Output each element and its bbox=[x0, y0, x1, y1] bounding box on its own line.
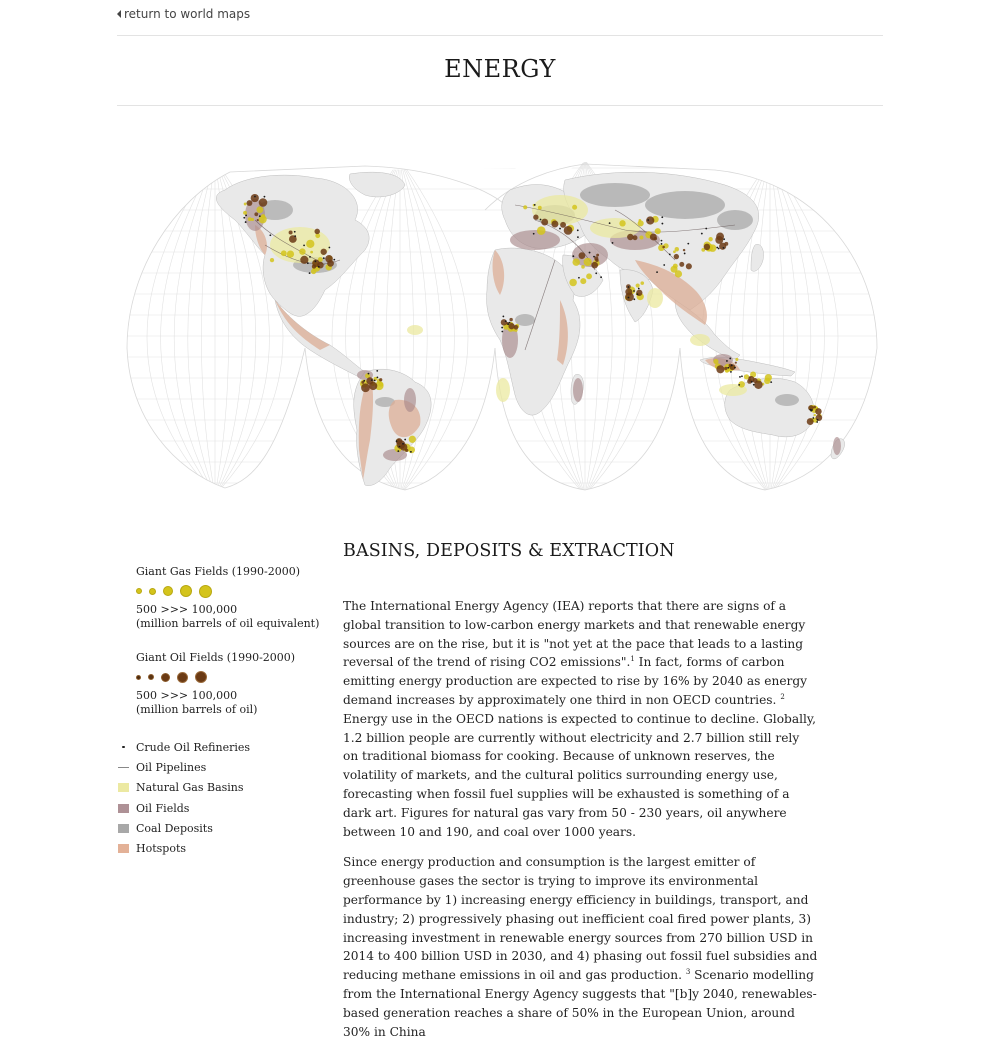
refinery-marker bbox=[259, 215, 261, 217]
refinery-marker bbox=[533, 233, 535, 235]
refinery-marker bbox=[294, 235, 296, 237]
legend-item-oil-pipelines bbox=[118, 757, 328, 777]
refinery-marker bbox=[638, 288, 640, 290]
oil-field-marker bbox=[508, 323, 514, 329]
gas-field-marker bbox=[523, 205, 527, 209]
oil-field-marker bbox=[686, 263, 692, 269]
hotspot-swatch-icon bbox=[118, 844, 129, 853]
gas-field-marker bbox=[256, 206, 263, 213]
legend-item-hotspots bbox=[118, 838, 328, 858]
refinery-marker bbox=[612, 242, 614, 244]
refinery-dot-icon bbox=[118, 746, 129, 749]
oil-field-marker bbox=[716, 365, 724, 373]
refinery-marker bbox=[753, 384, 755, 386]
refinery-marker bbox=[595, 272, 597, 274]
refinery-marker bbox=[727, 367, 729, 369]
oil-field-size-2 bbox=[148, 674, 154, 680]
oil-field-marker bbox=[361, 383, 370, 392]
paragraph-text: Scenario modelling from the International Energy Agency suggests that "[b]y 2040, renewables-based generation reaches a share of 50% in the European Union, around 30% in China bbox=[343, 968, 817, 1039]
oil-field-marker bbox=[560, 222, 566, 228]
oil-field-marker bbox=[366, 377, 373, 384]
refinery-marker bbox=[396, 440, 398, 442]
refinery-marker bbox=[661, 240, 663, 242]
oil-field-marker bbox=[533, 215, 538, 220]
oil-field-marker bbox=[704, 244, 710, 250]
oil-field-marker bbox=[683, 249, 685, 251]
gas-field-marker bbox=[311, 269, 316, 274]
refinery-marker bbox=[577, 229, 579, 231]
oil-field-marker bbox=[625, 292, 634, 301]
gas-field-marker bbox=[251, 218, 254, 221]
gas-field-marker bbox=[673, 250, 676, 253]
oil-field-marker bbox=[259, 198, 268, 207]
gas-field-marker bbox=[581, 265, 585, 269]
refinery-marker bbox=[661, 243, 663, 245]
refinery-marker bbox=[726, 360, 728, 362]
coal-deposit-swatch-icon bbox=[118, 824, 129, 833]
gas-field-marker bbox=[584, 258, 592, 266]
oil-field-marker bbox=[509, 318, 512, 321]
refinery-marker bbox=[294, 231, 296, 233]
oil-field-marker bbox=[816, 414, 823, 421]
paragraph-text: Energy use in the OECD nations is expected to continue to decline. Globally, 1.2 billion people are currently without electricity and 2.7 billion still rely on traditional biomass for cooking. Because of unknown reserves, the volatility of markets, and the cultural politics surrounding energy use, forecasting when fossil fuel supplies will be exhausted is something of a dark art. Figures for natural gas vary from 50 - 230 years, oil anywhere between 10 and 190, and coal over 1000 years. bbox=[343, 711, 817, 839]
article-paragraph bbox=[343, 597, 818, 841]
legend-gas-fields-size-scale bbox=[136, 583, 328, 599]
refinery-marker bbox=[741, 375, 743, 377]
oil-field-area bbox=[510, 230, 560, 250]
refinery-marker bbox=[559, 228, 561, 230]
oil-field-marker bbox=[724, 242, 728, 246]
footnote-ref-3[interactable]: 3 bbox=[685, 968, 691, 977]
return-to-world-maps-link[interactable] bbox=[117, 7, 250, 21]
gas-field-marker bbox=[735, 358, 738, 361]
legend-gas-fields-range: 500 >>> 100,000 bbox=[136, 603, 238, 616]
refinery-marker bbox=[328, 247, 330, 249]
map-legend bbox=[118, 565, 328, 859]
return-link-label: return to world maps bbox=[124, 7, 251, 21]
gas-basin-swatch-icon bbox=[118, 783, 129, 792]
oil-field-marker bbox=[591, 262, 598, 269]
refinery-marker bbox=[663, 264, 665, 266]
oil-field-marker bbox=[815, 408, 822, 415]
refinery-marker bbox=[701, 233, 703, 235]
refinery-marker bbox=[723, 238, 725, 240]
refinery-marker bbox=[507, 323, 509, 325]
legend-item-coal-deposits bbox=[118, 818, 328, 838]
footnote-ref-2[interactable]: 2 bbox=[780, 692, 785, 701]
gas-field-marker bbox=[261, 214, 265, 218]
oil-field-marker bbox=[724, 367, 727, 370]
refinery-marker bbox=[633, 290, 635, 292]
oil-field-marker bbox=[379, 378, 382, 381]
refinery-marker bbox=[723, 247, 725, 249]
gas-field-marker bbox=[243, 211, 247, 215]
refinery-marker bbox=[397, 450, 399, 452]
article-paragraph bbox=[343, 853, 818, 1041]
refinery-marker bbox=[540, 219, 542, 221]
coal-deposit bbox=[580, 183, 650, 207]
oil-field-marker bbox=[247, 200, 253, 206]
refinery-marker bbox=[705, 228, 707, 230]
gas-field-marker bbox=[537, 226, 546, 235]
gas-field-size-1 bbox=[136, 588, 142, 594]
refinery-marker bbox=[718, 248, 720, 250]
footnote-ref-1[interactable]: 1 bbox=[630, 655, 635, 664]
gas-field-marker bbox=[640, 236, 644, 240]
gas-field-marker bbox=[619, 220, 625, 226]
gas-field-marker bbox=[640, 281, 644, 285]
gas-basin bbox=[647, 288, 663, 308]
refinery-marker bbox=[628, 297, 630, 299]
oil-field-marker bbox=[716, 233, 724, 241]
oil-field-marker bbox=[579, 252, 586, 259]
refinery-marker bbox=[245, 221, 247, 223]
oil-field-marker bbox=[501, 319, 507, 325]
oil-field-marker bbox=[325, 255, 333, 263]
gas-basin bbox=[407, 325, 423, 335]
refinery-marker bbox=[245, 215, 247, 217]
oil-field-marker bbox=[627, 234, 633, 240]
oil-field-marker bbox=[551, 221, 558, 228]
oil-field-marker bbox=[514, 325, 519, 330]
legend-item-natural-gas-basins bbox=[118, 778, 328, 798]
refinery-marker bbox=[817, 419, 819, 421]
world-energy-map[interactable] bbox=[115, 150, 885, 510]
refinery-marker bbox=[734, 367, 736, 369]
gas-field-marker bbox=[580, 278, 586, 284]
gas-field-marker bbox=[538, 206, 542, 210]
gas-field-marker bbox=[638, 220, 644, 226]
refinery-marker bbox=[318, 266, 320, 268]
oil-field-marker bbox=[596, 254, 599, 257]
refinery-marker bbox=[502, 316, 504, 318]
oil-field-marker bbox=[654, 237, 657, 240]
gas-field-size-3 bbox=[163, 586, 173, 596]
pipeline-line-icon bbox=[118, 767, 129, 768]
header-divider-bottom bbox=[117, 105, 883, 106]
gas-field-marker bbox=[270, 258, 274, 262]
oil-field-size-5 bbox=[195, 671, 207, 683]
legend-item-label: Oil Pipelines bbox=[136, 760, 207, 774]
legend-item-label: Natural Gas Basins bbox=[136, 781, 244, 795]
refinery-marker bbox=[377, 376, 379, 378]
gas-field-marker bbox=[310, 251, 313, 254]
refinery-marker bbox=[363, 380, 365, 382]
refinery-marker bbox=[399, 446, 401, 448]
gas-basin bbox=[496, 378, 510, 402]
legend-item-label: Coal Deposits bbox=[136, 821, 213, 835]
gas-field-marker bbox=[244, 203, 247, 206]
legend-item-oil-fields bbox=[118, 798, 328, 818]
legend-oil-fields-title: Giant Oil Fields (1990-2000) bbox=[136, 651, 296, 664]
oil-field-area bbox=[404, 388, 416, 412]
gas-field-marker bbox=[569, 279, 577, 287]
oil-field-marker bbox=[633, 235, 638, 240]
refinery-marker bbox=[636, 293, 638, 295]
page-title: ENERGY bbox=[444, 55, 556, 83]
refinery-marker bbox=[751, 381, 753, 383]
legend-oil-fields-size-scale bbox=[136, 669, 328, 685]
legend-gas-fields-unit: (million barrels of oil equivalent) bbox=[136, 617, 320, 630]
refinery-marker bbox=[739, 376, 741, 378]
refinery-marker bbox=[810, 410, 812, 412]
refinery-marker bbox=[371, 379, 373, 381]
refinery-marker bbox=[309, 256, 311, 258]
caret-left-icon bbox=[117, 10, 121, 18]
refinery-marker bbox=[505, 320, 507, 322]
gas-field-marker bbox=[281, 250, 287, 256]
oil-field-marker bbox=[646, 216, 654, 224]
oil-field-marker bbox=[257, 219, 259, 221]
legend-item-label: Crude Oil Refineries bbox=[136, 740, 251, 754]
refinery-marker bbox=[410, 451, 412, 453]
article-body bbox=[343, 597, 818, 1053]
oil-field-marker bbox=[321, 249, 327, 255]
refinery-marker bbox=[589, 252, 591, 254]
coal-deposit bbox=[775, 394, 799, 406]
section-title: BASINS, DEPOSITS & EXTRACTION bbox=[343, 541, 675, 561]
refinery-marker bbox=[729, 358, 731, 360]
refinery-marker bbox=[323, 257, 325, 259]
oil-field-marker bbox=[674, 254, 679, 259]
gas-field-size-2 bbox=[149, 588, 156, 595]
coal-deposit bbox=[717, 210, 753, 230]
header-divider-top bbox=[117, 35, 883, 36]
oil-field-marker bbox=[679, 262, 684, 267]
oil-field-marker bbox=[289, 230, 293, 234]
oil-field-marker bbox=[400, 443, 407, 450]
oil-field-marker bbox=[564, 226, 573, 235]
refinery-marker bbox=[600, 276, 602, 278]
legend-gas-fields-title: Giant Gas Fields (1990-2000) bbox=[136, 565, 301, 578]
oil-field-marker bbox=[754, 381, 762, 389]
gas-field-marker bbox=[409, 436, 416, 443]
refinery-marker bbox=[731, 364, 733, 366]
refinery-marker bbox=[376, 370, 378, 372]
gas-field-marker bbox=[655, 228, 661, 234]
gas-field-marker bbox=[673, 264, 678, 269]
refinery-marker bbox=[309, 272, 311, 274]
refinery-marker bbox=[812, 417, 814, 419]
land-greenland bbox=[349, 172, 405, 197]
gas-field-marker bbox=[764, 378, 770, 384]
gas-field-marker bbox=[636, 283, 640, 287]
oil-field-area bbox=[383, 449, 407, 461]
oil-field-area bbox=[833, 437, 841, 455]
land-japan bbox=[751, 244, 764, 271]
refinery-marker bbox=[609, 222, 611, 224]
refinery-marker bbox=[269, 234, 271, 236]
lobe-outline-south-pacific bbox=[127, 348, 305, 488]
refinery-marker bbox=[816, 421, 818, 423]
legend-item-label: Hotspots bbox=[136, 842, 187, 856]
gas-field-marker bbox=[586, 273, 592, 279]
oil-field-size-4 bbox=[177, 672, 188, 683]
gas-field-marker bbox=[572, 205, 577, 210]
gas-field-marker bbox=[299, 248, 305, 254]
refinery-marker bbox=[578, 277, 580, 279]
gas-field-marker bbox=[287, 250, 294, 257]
legend-oil-fields-range: 500 >>> 100,000 bbox=[136, 689, 238, 702]
refinery-marker bbox=[593, 256, 595, 258]
refinery-marker bbox=[661, 216, 663, 218]
legend-oil-fields-unit: (million barrels of oil) bbox=[136, 703, 258, 716]
refinery-marker bbox=[770, 381, 772, 383]
refinery-marker bbox=[730, 371, 732, 373]
refinery-marker bbox=[243, 217, 245, 219]
oil-field-marker bbox=[813, 406, 816, 409]
refinery-marker bbox=[656, 271, 658, 273]
refinery-marker bbox=[684, 253, 686, 255]
oil-field-marker bbox=[251, 194, 259, 202]
refinery-marker bbox=[307, 262, 309, 264]
refinery-marker bbox=[633, 298, 635, 300]
refinery-marker bbox=[534, 204, 536, 206]
oil-field-marker bbox=[595, 258, 598, 261]
refinery-marker bbox=[572, 255, 574, 257]
refinery-marker bbox=[509, 322, 511, 324]
gas-field-size-4 bbox=[180, 585, 192, 597]
legend-item-crude-oil-refineries bbox=[118, 737, 328, 757]
refinery-marker bbox=[402, 443, 404, 445]
oil-field-size-1 bbox=[136, 675, 141, 680]
oil-field-swatch-icon bbox=[118, 804, 129, 813]
refinery-marker bbox=[661, 223, 663, 225]
refinery-marker bbox=[368, 373, 370, 375]
refinery-marker bbox=[501, 327, 503, 329]
refinery-marker bbox=[374, 380, 376, 382]
oil-field-marker bbox=[254, 212, 258, 216]
gas-basin bbox=[690, 334, 710, 346]
paragraph-text: The International Energy Agency (IEA) reports that there are signs of a global transition to low-carbon energy markets and that renewable energy sources are on the rise, but it is "not yet at the pace that leads to a lasting reversal of the trend of rising CO2 emissions". bbox=[343, 599, 806, 670]
legend-item-label: Oil Fields bbox=[136, 801, 190, 815]
refinery-marker bbox=[669, 254, 671, 256]
gas-field-marker bbox=[814, 414, 816, 416]
coal-deposit bbox=[645, 191, 725, 219]
refinery-marker bbox=[264, 196, 266, 198]
oil-field-marker bbox=[314, 229, 319, 234]
oil-field-marker bbox=[541, 219, 548, 226]
refinery-marker bbox=[501, 331, 503, 333]
gas-field-marker bbox=[306, 240, 314, 248]
refinery-marker bbox=[333, 259, 335, 261]
gas-field-marker bbox=[572, 258, 580, 266]
gas-field-marker bbox=[675, 270, 682, 277]
oil-field-size-3 bbox=[161, 673, 170, 682]
refinery-marker bbox=[738, 384, 740, 386]
refinery-marker bbox=[647, 219, 649, 221]
oil-field-marker bbox=[735, 362, 737, 364]
refinery-marker bbox=[628, 286, 630, 288]
gas-field-size-5 bbox=[199, 585, 212, 598]
refinery-marker bbox=[404, 439, 406, 441]
oil-field-area bbox=[573, 378, 583, 402]
paragraph-text: Since energy production and consumption is the largest emitter of greenhouse gases the sector is trying to improve its environmental performance by 1) increasing energy efficiency in buildings, transport, and industry; 2) progressively phasing out inefficient coal fired power plants, 3) increasing investment in renewable energy sources from 270 billion USD in 2014 to 400 billion USD in 2030, and 4) phasing out fossil fuel subsidies and reducing methane emissions in oil and gas production. bbox=[343, 855, 818, 983]
refinery-marker bbox=[577, 236, 579, 238]
oil-field-marker bbox=[807, 418, 814, 425]
refinery-marker bbox=[254, 196, 256, 198]
gas-field-marker bbox=[708, 237, 712, 241]
refinery-marker bbox=[303, 244, 305, 246]
refinery-marker bbox=[315, 260, 317, 262]
oil-field-marker bbox=[662, 246, 665, 249]
paragraph-text: In fact, forms of carbon emitting energy production are expected to rise by 16% by 2040 as energy demand increases by approximately one third in non OECD countries. bbox=[343, 655, 808, 707]
refinery-marker bbox=[687, 243, 689, 245]
